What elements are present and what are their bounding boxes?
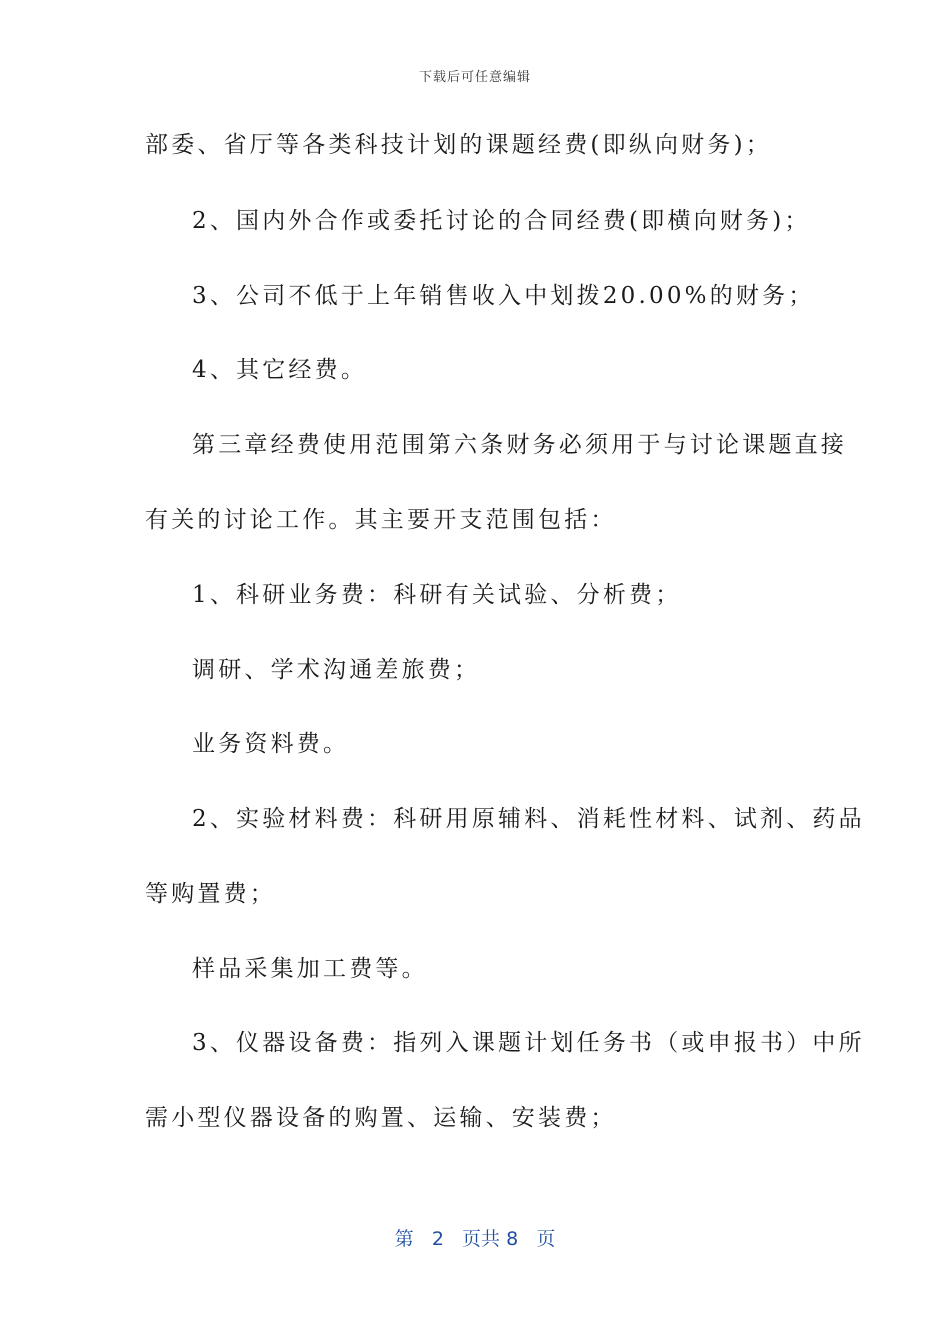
footer-label-pages: 页 [536,1228,556,1250]
paragraph-line: 第三章经费使用范围第六条财务必须用于与讨论课题直接 [192,432,847,458]
page-footer [0,1224,950,1251]
footer-current-page: 2 [431,1228,444,1250]
paragraph-line: 1、科研业务费：科研有关试验、分析费； [192,582,682,608]
paragraph-line: 等购置费； [145,881,276,907]
footer-total-pages: 8 [506,1228,519,1250]
paragraph-line: 部委、省厅等各类科技计划的课题经费(即纵向财务)； [145,132,772,158]
paragraph-line: 调研、学术沟通差旅费； [192,657,481,683]
paragraph-line: 业务资料费。 [192,731,350,757]
page-header: 下载后可任意编辑 [418,70,531,85]
paragraph-line: 样品采集加工费等。 [192,956,428,982]
paragraph-line: 需小型仪器设备的购置、运输、安装费； [145,1105,617,1131]
paragraph-line: 3、公司不低于上年销售收入中划拨20.00%的财务； [192,283,815,309]
paragraph-line: 2、国内外合作或委托讨论的合同经费(即横向财务)； [192,208,811,234]
paragraph-line: 4、其它经费。 [192,357,368,383]
paragraph-line: 有关的讨论工作。其主要开支范围包括： [145,507,617,533]
paragraph-line: 3、仪器设备费：指列入课题计划任务书（或申报书）中所 [192,1030,865,1056]
footer-label-page: 第 [394,1228,414,1250]
footer-label-of: 页共 [462,1228,501,1250]
paragraph-line: 2、实验材料费：科研用原辅料、消耗性材料、试剂、药品 [192,806,865,832]
